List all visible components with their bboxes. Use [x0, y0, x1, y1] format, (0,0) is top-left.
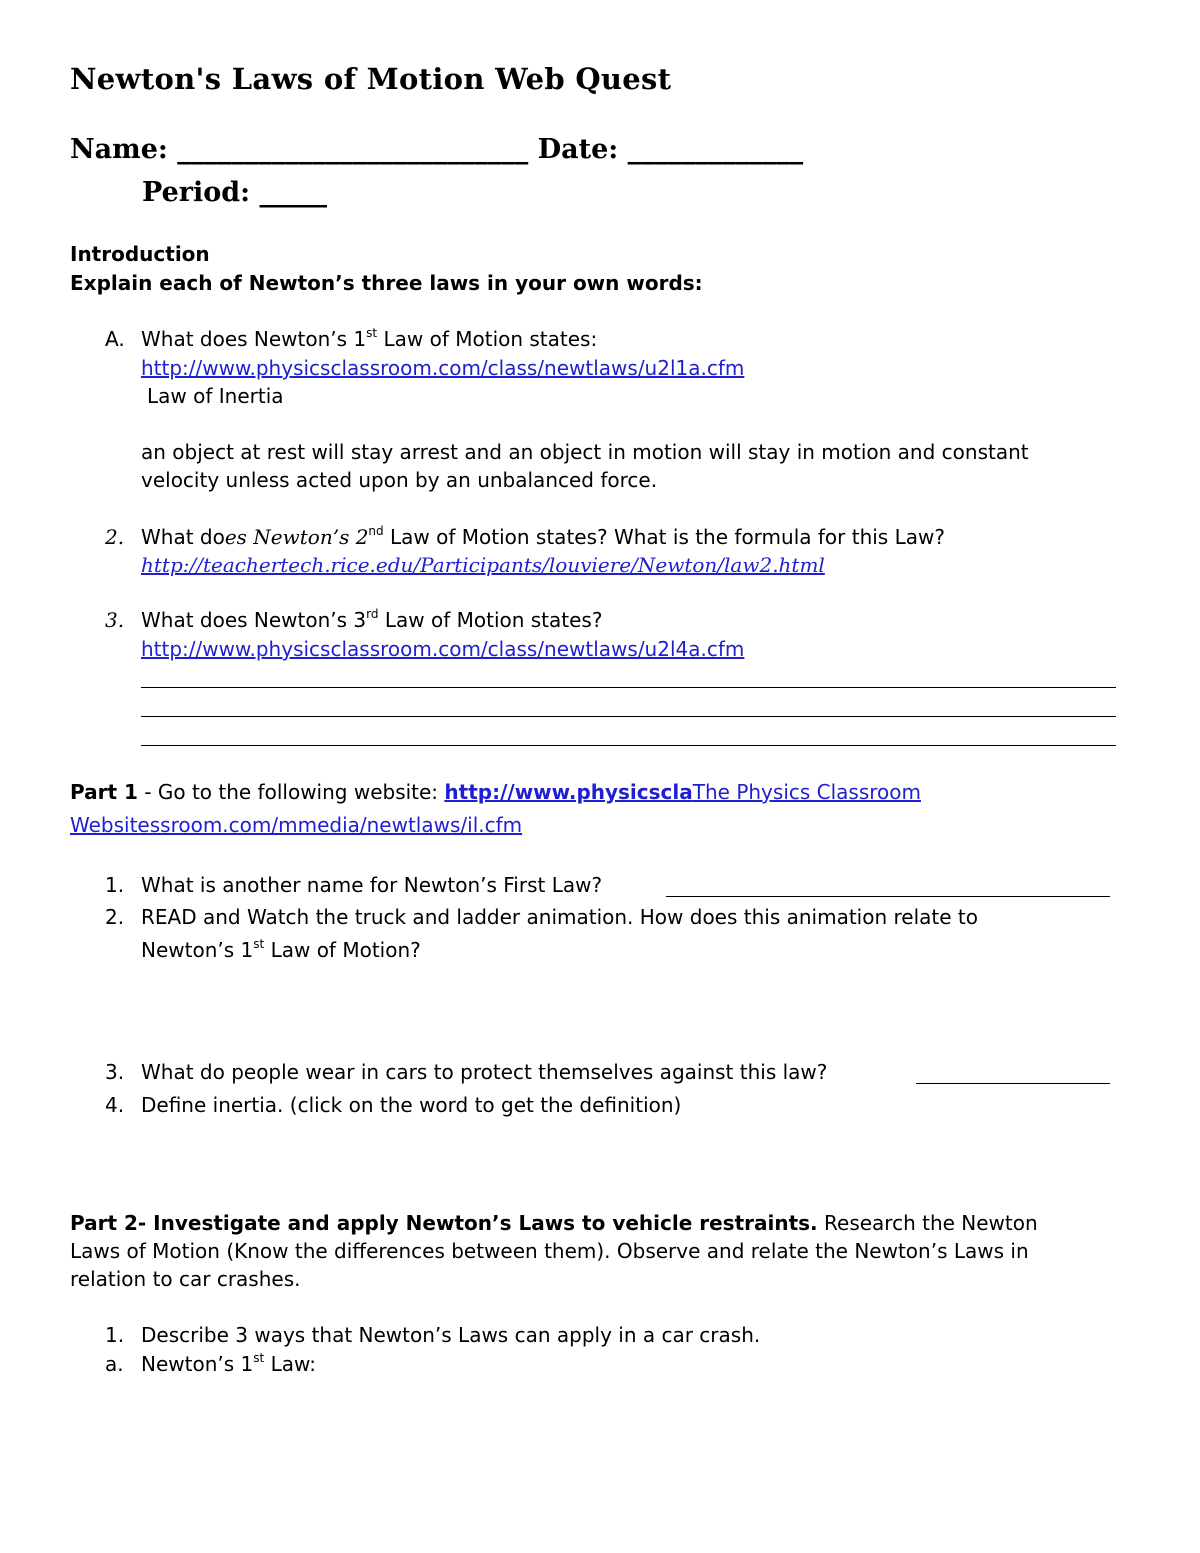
date-field[interactable]: _____________: [627, 134, 804, 165]
question-2-text: [141, 525, 945, 549]
part2-label: Part 2- Investigate and apply Newton’s Laws to vehicle restraints.: [70, 1211, 818, 1235]
question-3-text: [141, 608, 602, 632]
question-a-text-before: What does Newton’s 1: [141, 327, 367, 351]
name-label: Name:: [70, 134, 168, 165]
period-row: [142, 177, 327, 208]
part1-item-2-sup: st: [253, 937, 265, 951]
part2-item-a-sup: st: [253, 1351, 265, 1365]
question-a-sup: st: [366, 326, 378, 340]
part1-item-2-marker: 2.: [105, 905, 125, 929]
part1-item-1-text: What is another name for Newton’s First Law?: [141, 873, 603, 897]
name-field[interactable]: __________________________: [177, 134, 529, 165]
question-a-text-after: Law of Motion states:: [377, 327, 598, 351]
question-a-text: [141, 327, 597, 351]
part1-item-2-text: READ and Watch the truck and ladder animation. How does this animation relate to: [141, 905, 978, 929]
question-a-answer-line2: velocity unless acted upon by an unbalanced force.: [141, 468, 658, 492]
part1-item-3-marker: 3.: [105, 1060, 125, 1084]
question-2-text-a: What do: [141, 525, 225, 549]
part1-link-line2[interactable]: Websitessroom.com/mmedia/newtlaws/il.cfm: [70, 813, 523, 837]
question-2-marker: 2.: [105, 525, 125, 549]
part1-item-1-marker: 1.: [105, 873, 125, 897]
part1-item-2-cont-before: Newton’s 1: [141, 938, 254, 962]
part2-line3: relation to car crashes.: [70, 1267, 301, 1291]
question-3-sup: rd: [366, 607, 379, 621]
part1-item-2-cont: [141, 938, 421, 962]
part1-intro: [70, 780, 921, 804]
question-a-marker: A.: [105, 327, 125, 351]
part1-item-2-cont-after: Law of Motion?: [264, 938, 421, 962]
question-a-answer-line1: an object at rest will stay arrest and an object in motion will stay in motion and constant: [141, 440, 1029, 464]
intro-heading: Introduction: [70, 242, 210, 266]
part2-text1: Research the Newton: [817, 1211, 1038, 1235]
part2-item-a-before: Newton’s 1: [141, 1352, 254, 1376]
question-3-link[interactable]: http://www.physicsclassroom.com/class/newtlaws/u2l4a.cfm: [141, 637, 745, 661]
question-a-link[interactable]: http://www.physicsclassroom.com/class/newtlaws/u2l1a.cfm: [141, 356, 745, 380]
question-2-text-b: es Newton’s 2: [224, 525, 369, 549]
question-a-answer-title: Law of Inertia: [147, 384, 284, 408]
part2-line2: Laws of Motion (Know the differences between them). Observe and relate the Newton’s Laws in: [70, 1239, 1029, 1263]
question-3-text-after: Law of Motion states?: [378, 608, 603, 632]
part2-item-1-marker: 1.: [105, 1323, 125, 1347]
period-label: Period:: [142, 177, 251, 208]
part1-link-b[interactable]: The Physics Classroom: [692, 780, 921, 804]
answer-line[interactable]: [666, 896, 1110, 897]
part2-item-1-text: Describe 3 ways that Newton’s Laws can apply in a car crash.: [141, 1323, 761, 1347]
name-row: [70, 134, 803, 165]
question-2-link[interactable]: http://teachertech.rice.edu/Participants/louviere/Newton/law2.html: [141, 553, 825, 577]
question-2-text-after: Law of Motion states? What is the formula for this Law?: [383, 525, 945, 549]
period-field[interactable]: _____: [259, 177, 327, 208]
part2-item-a-after: Law:: [264, 1352, 316, 1376]
answer-line[interactable]: [141, 716, 1116, 717]
answer-line[interactable]: [141, 687, 1116, 688]
intro-instruction: Explain each of Newton’s three laws in your own words:: [70, 271, 703, 295]
part2-item-a: [141, 1352, 316, 1376]
part2-item-a-marker: a.: [105, 1352, 124, 1376]
part2-line1: [70, 1211, 1038, 1235]
part1-item-3-text: What do people wear in cars to protect themselves against this law?: [141, 1060, 828, 1084]
part1-instruction: - Go to the following website:: [137, 780, 445, 804]
question-3-marker: 3.: [105, 608, 125, 632]
part1-label: Part 1: [70, 780, 138, 804]
part1-link-a[interactable]: http://www.physicscla: [444, 780, 693, 804]
part1-item-4-marker: 4.: [105, 1093, 125, 1117]
question-3-text-before: What does Newton’s 3: [141, 608, 367, 632]
part1-item-4-text: Define inertia. (click on the word to get the definition): [141, 1093, 682, 1117]
answer-line[interactable]: [916, 1083, 1110, 1084]
part1-item-1: [141, 873, 602, 897]
question-2-sup: nd: [368, 524, 384, 538]
answer-line[interactable]: [141, 745, 1116, 746]
date-label: Date:: [537, 134, 619, 165]
page-title: Newton's Laws of Motion Web Quest: [70, 62, 672, 96]
